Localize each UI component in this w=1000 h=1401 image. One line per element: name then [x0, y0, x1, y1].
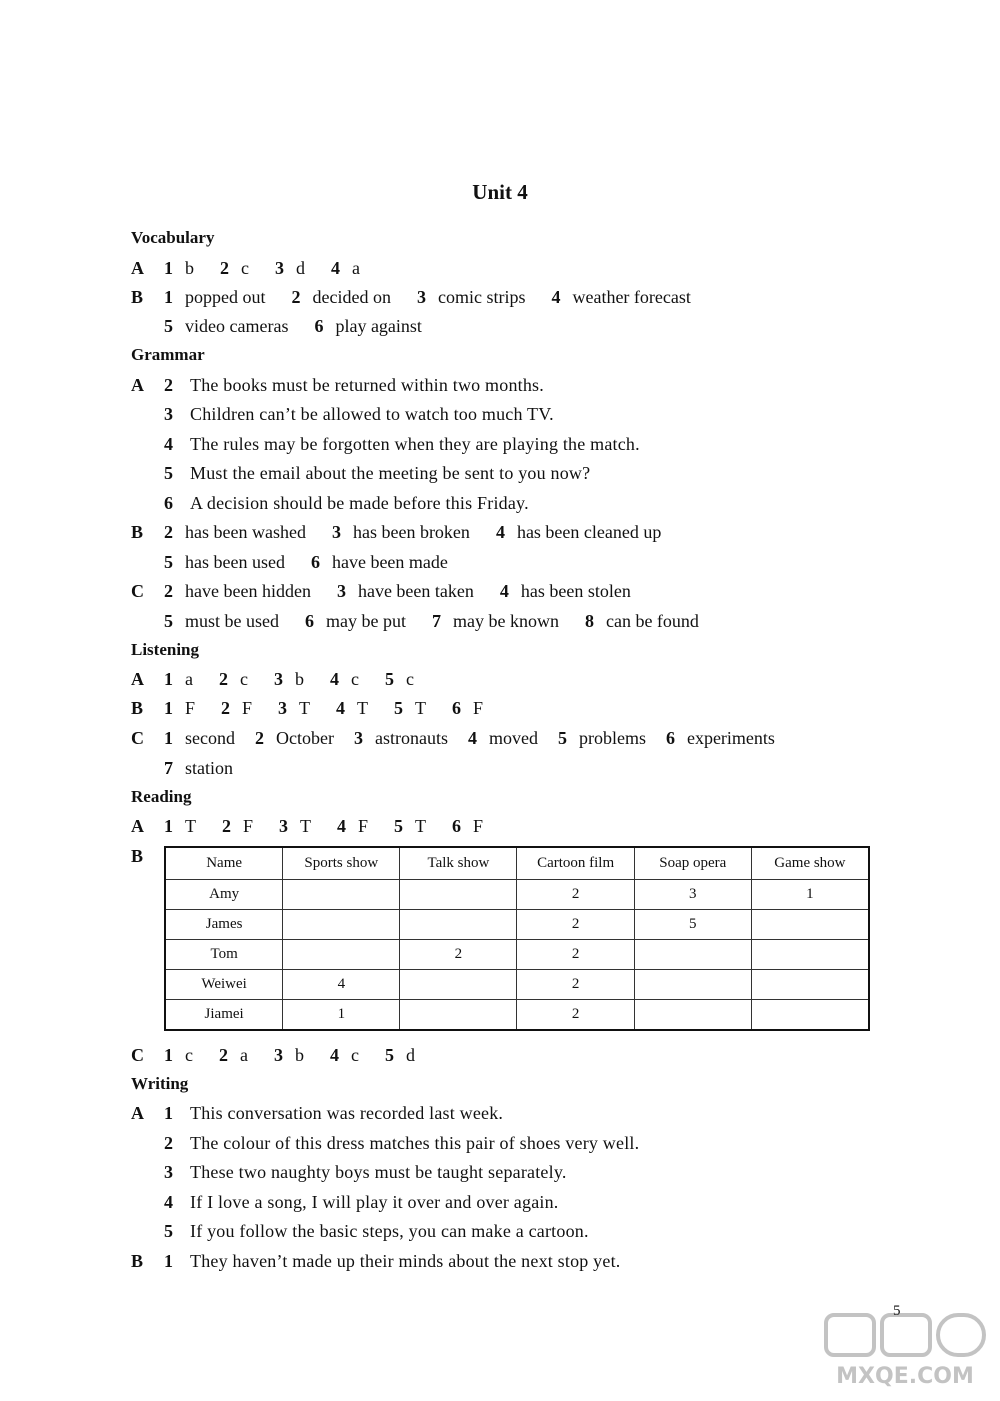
item-answer: has been stolen — [520, 581, 631, 601]
table-row — [165, 880, 869, 910]
col-header: Talk show — [400, 847, 517, 880]
table-cell — [400, 970, 517, 1000]
item-number: 3 — [164, 404, 173, 424]
listening-a — [131, 665, 440, 693]
item-answer: have been hidden — [185, 581, 311, 601]
grammar-c-row1 — [131, 577, 657, 605]
reading-b-letter: B — [131, 846, 144, 866]
item-number: 5 — [164, 611, 173, 631]
item-answer: second — [185, 728, 235, 748]
item-number: 4 — [467, 728, 477, 748]
item-number: 6 — [452, 816, 462, 836]
item-sentence: Must the email about the meeting be sent to you now? — [190, 463, 591, 483]
listening-c-row2 — [131, 754, 259, 782]
item-answer: F — [473, 698, 484, 718]
item-sentence: The books must be returned within two months. — [190, 375, 544, 395]
writing-b-1 — [131, 1247, 620, 1275]
writing-a-2 — [131, 1129, 639, 1157]
item-sentence: If I love a song, I will play it over and over again. — [190, 1192, 559, 1212]
item-number: 4 — [164, 434, 173, 454]
item-number: 2 — [164, 1133, 173, 1153]
table-row — [165, 970, 869, 1000]
item-number: 5 — [385, 669, 394, 689]
item-number: 5 — [394, 816, 404, 836]
reading-b-table — [164, 846, 870, 1031]
item-number: 1 — [164, 287, 173, 307]
item-answer: a — [185, 669, 193, 689]
table-cell: 2 — [400, 940, 517, 970]
item-number: 2 — [221, 698, 231, 718]
item-number: 4 — [331, 258, 340, 278]
item-answer: station — [185, 758, 233, 778]
col-header: Game show — [751, 847, 869, 880]
item-sentence: These two naughty boys must be taught separately. — [190, 1162, 567, 1182]
page-number: 5 — [893, 1303, 901, 1319]
item-number: 7 — [431, 611, 441, 631]
item-number: 6 — [310, 552, 320, 572]
item-number: 6 — [164, 493, 173, 513]
table-row — [165, 940, 869, 970]
table-cell — [283, 940, 400, 970]
section-vocabulary: Vocabulary — [131, 228, 215, 247]
table-cell: Amy — [165, 880, 283, 910]
item-number: 5 — [164, 463, 173, 483]
item-number: 4 — [336, 698, 346, 718]
section-grammar: Grammar — [131, 345, 205, 364]
item-sentence: They haven’t made up their minds about the next stop yet. — [190, 1251, 621, 1271]
table-cell — [634, 1000, 751, 1031]
section-letter: A — [131, 1103, 144, 1123]
table-cell: 2 — [517, 880, 634, 910]
writing-a-4 — [131, 1188, 559, 1216]
item-answer: may be put — [326, 611, 406, 631]
grammar-a-6 — [131, 489, 529, 517]
section-letter: B — [131, 698, 144, 718]
item-number: 1 — [164, 1045, 173, 1065]
item-answer: may be known — [452, 611, 559, 631]
table-cell — [283, 910, 400, 940]
item-number: 5 — [557, 728, 567, 748]
item-number: 1 — [164, 698, 173, 718]
table-cell — [751, 910, 869, 940]
listening-c-row1 — [131, 724, 795, 752]
item-answer: weather forecast — [572, 287, 691, 307]
item-answer: c — [406, 669, 414, 689]
table-cell: Tom — [165, 940, 283, 970]
table-cell: 4 — [283, 970, 400, 1000]
item-number: 3 — [331, 522, 341, 542]
item-number: 1 — [164, 1103, 173, 1123]
item-answer: T — [300, 816, 312, 836]
item-answer: c — [241, 258, 249, 278]
item-answer: d — [296, 258, 305, 278]
grammar-c-row2 — [131, 607, 725, 635]
item-answer: has been used — [185, 552, 285, 572]
table-cell — [283, 880, 400, 910]
item-answer: experiments — [686, 728, 775, 748]
table-cell — [400, 910, 517, 940]
grammar-a-3 — [131, 400, 554, 428]
item-number: 3 — [274, 1045, 283, 1065]
item-answer: has been washed — [185, 522, 306, 542]
item-number: 4 — [330, 669, 339, 689]
item-number: 6 — [305, 611, 314, 631]
grammar-a-5 — [131, 459, 590, 487]
item-answer: T — [415, 698, 427, 718]
item-number: 5 — [164, 316, 173, 336]
col-header: Soap opera — [634, 847, 751, 880]
item-number: 4 — [499, 581, 509, 601]
table-header-row — [165, 847, 869, 880]
item-answer: b — [295, 1045, 304, 1065]
item-number: 4 — [495, 522, 505, 542]
item-answer: b — [185, 258, 194, 278]
item-number: 6 — [314, 316, 324, 336]
item-number: 5 — [394, 698, 404, 718]
vocab-b-row1 — [131, 283, 717, 311]
item-answer: c — [240, 669, 248, 689]
item-answer: can be found — [605, 611, 699, 631]
item-number: 1 — [164, 669, 173, 689]
table-row — [165, 1000, 869, 1031]
watermark-logo — [820, 1311, 990, 1391]
item-sentence: This conversation was recorded last week. — [190, 1103, 504, 1123]
reading-a — [131, 812, 509, 840]
table-cell — [400, 880, 517, 910]
table-cell — [400, 1000, 517, 1031]
table-cell: 2 — [517, 1000, 634, 1031]
item-answer: F — [358, 816, 369, 836]
item-number: 2 — [291, 287, 301, 307]
item-answer: has been broken — [352, 522, 470, 542]
item-number: 1 — [164, 1251, 173, 1271]
table-cell: 2 — [517, 970, 634, 1000]
section-letter: A — [131, 669, 144, 689]
grammar-b-row1 — [131, 518, 687, 546]
item-sentence: A decision should be made before this Friday. — [190, 493, 529, 513]
item-number: 1 — [164, 258, 173, 278]
item-answer: c — [351, 1045, 359, 1065]
item-number: 2 — [254, 728, 264, 748]
reading-c — [131, 1041, 441, 1069]
item-number: 3 — [164, 1162, 173, 1182]
item-number: 4 — [337, 816, 347, 836]
item-answer: problems — [578, 728, 646, 748]
item-number: 4 — [164, 1192, 173, 1212]
vocab-a — [131, 254, 386, 282]
item-answer: c — [185, 1045, 193, 1065]
item-answer: October — [275, 728, 334, 748]
item-answer: comic strips — [437, 287, 526, 307]
item-answer: T — [415, 816, 427, 836]
item-answer: astronauts — [374, 728, 448, 748]
table-cell — [751, 970, 869, 1000]
item-answer: decided on — [312, 287, 391, 307]
writing-a-5 — [131, 1217, 589, 1245]
item-answer: have been made — [331, 552, 448, 572]
section-letter: C — [131, 728, 144, 748]
item-number: 2 — [219, 669, 228, 689]
grammar-a-2 — [131, 371, 544, 399]
item-answer: has been cleaned up — [516, 522, 662, 542]
item-number: 7 — [164, 758, 173, 778]
item-answer: F — [473, 816, 484, 836]
item-answer: F — [243, 816, 254, 836]
section-writing: Writing — [131, 1074, 189, 1093]
item-sentence: The colour of this dress matches this pair of shoes very well. — [190, 1133, 640, 1153]
item-answer: must be used — [185, 611, 279, 631]
table-cell: 1 — [283, 1000, 400, 1031]
item-number: 2 — [164, 522, 173, 542]
table-cell: 3 — [634, 880, 751, 910]
item-number: 3 — [274, 669, 283, 689]
writing-a-3 — [131, 1158, 567, 1186]
item-answer: d — [406, 1045, 415, 1065]
item-number: 2 — [219, 1045, 228, 1065]
section-letter: A — [131, 375, 144, 395]
item-number: 6 — [665, 728, 675, 748]
col-header: Cartoon film — [517, 847, 634, 880]
item-answer: F — [242, 698, 253, 718]
section-letter: C — [131, 581, 144, 601]
col-header: Name — [165, 847, 283, 880]
table-cell: 2 — [517, 940, 634, 970]
item-answer: T — [357, 698, 369, 718]
item-number: 4 — [551, 287, 561, 307]
grammar-b-row2 — [131, 548, 474, 576]
table-cell: Jiamei — [165, 1000, 283, 1031]
section-letter: B — [131, 287, 144, 307]
item-sentence: If you follow the basic steps, you can make a cartoon. — [190, 1221, 589, 1241]
section-letter: A — [131, 816, 144, 836]
item-number: 3 — [353, 728, 363, 748]
item-number: 5 — [164, 1221, 173, 1241]
table-cell — [751, 940, 869, 970]
item-answer: a — [240, 1045, 248, 1065]
item-answer: T — [299, 698, 311, 718]
item-number: 3 — [279, 816, 289, 836]
section-reading: Reading — [131, 787, 192, 806]
table-cell: 5 — [634, 910, 751, 940]
item-number: 3 — [416, 287, 426, 307]
item-answer: T — [185, 816, 196, 836]
item-answer: moved — [488, 728, 538, 748]
grammar-a-4 — [131, 430, 640, 458]
table-row — [165, 910, 869, 940]
table-cell — [634, 940, 751, 970]
item-answer: play against — [335, 316, 422, 336]
section-letter: A — [131, 258, 144, 278]
item-number: 3 — [336, 581, 346, 601]
item-number: 2 — [220, 258, 229, 278]
item-number: 8 — [584, 611, 594, 631]
table-cell: Weiwei — [165, 970, 283, 1000]
item-number: 4 — [330, 1045, 339, 1065]
item-answer: c — [351, 669, 359, 689]
item-number: 3 — [278, 698, 288, 718]
item-number: 2 — [164, 581, 173, 601]
col-header: Sports show — [283, 847, 400, 880]
section-letter: B — [131, 522, 144, 542]
table-cell: 1 — [751, 880, 869, 910]
item-number: 5 — [385, 1045, 394, 1065]
item-number: 6 — [452, 698, 462, 718]
writing-a-1 — [131, 1099, 503, 1127]
table-cell — [634, 970, 751, 1000]
page-title: Unit 4 — [472, 180, 528, 204]
watermark-text: MXQE.COM — [836, 1364, 974, 1389]
table-cell: James — [165, 910, 283, 940]
item-answer: b — [295, 669, 304, 689]
item-sentence: The rules may be forgotten when they are playing the match. — [190, 434, 640, 454]
item-number: 2 — [164, 375, 173, 395]
item-number: 1 — [164, 816, 173, 836]
table-cell — [751, 1000, 869, 1031]
section-letter: B — [131, 1251, 144, 1271]
item-answer: video cameras — [185, 316, 289, 336]
item-answer: a — [352, 258, 360, 278]
item-answer: have been taken — [357, 581, 474, 601]
item-number: 5 — [164, 552, 173, 572]
item-number: 1 — [164, 728, 173, 748]
vocab-b-row2 — [131, 312, 448, 340]
section-listening: Listening — [131, 640, 200, 659]
table-cell: 2 — [517, 910, 634, 940]
item-sentence: Children can’t be allowed to watch too much TV. — [190, 404, 554, 424]
item-number: 2 — [222, 816, 231, 836]
item-answer: F — [185, 698, 196, 718]
item-answer: popped out — [185, 287, 266, 307]
section-letter: C — [131, 1045, 144, 1065]
listening-b — [131, 694, 509, 722]
item-number: 3 — [275, 258, 284, 278]
